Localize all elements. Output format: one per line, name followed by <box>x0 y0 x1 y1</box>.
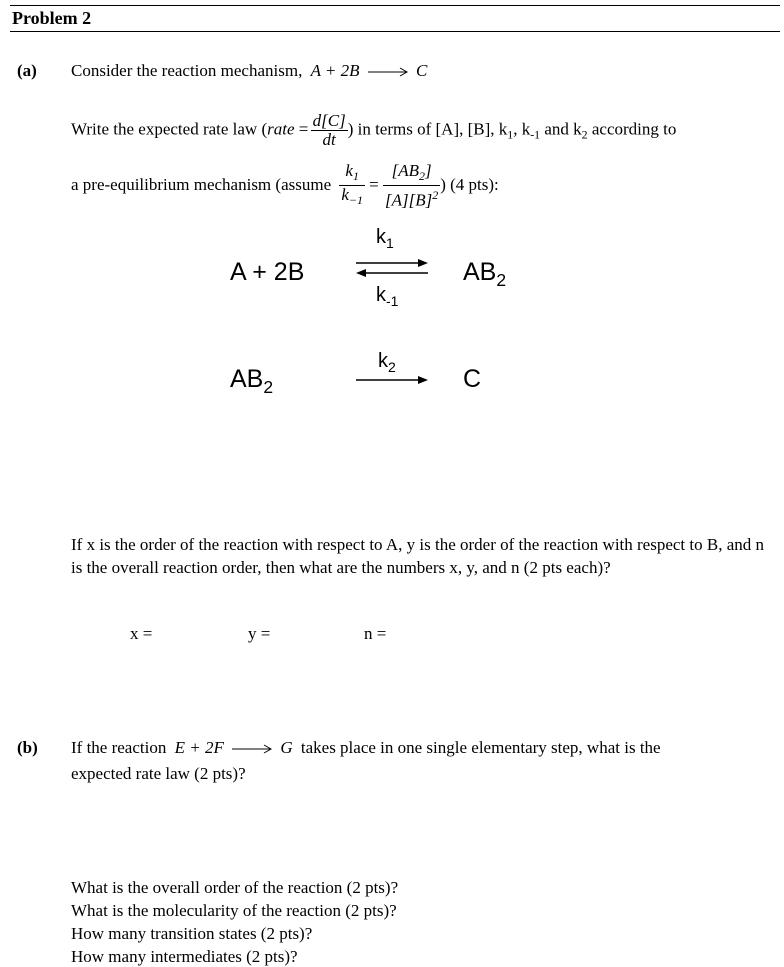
sub-question: What is the molecularity of the reaction (2 pts)? <box>71 901 397 920</box>
k-ratio-denominator <box>339 186 365 209</box>
rate-numerator: d[C] <box>312 111 346 130</box>
title-underline <box>10 31 780 32</box>
preeq-before: a pre-equilibrium mechanism (assume <box>71 174 332 194</box>
answer-x: x = <box>130 624 153 643</box>
rate-law-prompt <box>71 112 676 149</box>
part-b-reaction-lhs: E + 2F <box>174 738 224 757</box>
k-ratio-numerator <box>339 162 365 186</box>
part-b-question-line2: expected rate law (2 pts)? <box>71 764 246 783</box>
step2-k-letter: k <box>378 350 388 372</box>
conc-num: [AB <box>391 161 419 180</box>
conc-num-sub: 2 <box>419 169 425 184</box>
sub-question: What is the overall order of the reaction (2 pts)? <box>71 878 399 897</box>
conc-ratio-fraction <box>383 162 440 210</box>
k2-subscript: 2 <box>581 127 588 142</box>
forward-k-sub: 1 <box>386 234 394 251</box>
reverse-k-letter: k <box>376 284 386 306</box>
mechanism-line <box>71 61 427 81</box>
top-rule <box>10 5 780 6</box>
preeq-equals: = <box>369 174 379 194</box>
step2-k <box>378 350 396 375</box>
sub-question: How many transition states (2 pts)? <box>71 924 313 943</box>
answer-y: y = <box>248 624 271 643</box>
prompt-after: ) in terms of [A], [B], k <box>347 119 508 139</box>
preeq-after: ) (4 pts): <box>440 174 499 194</box>
conc-num-close: ] <box>424 161 432 180</box>
reverse-k-sub: -1 <box>386 292 399 309</box>
km1-subscript: -1 <box>530 127 541 142</box>
part-a-label: (a) <box>17 61 37 80</box>
rate-fraction <box>311 112 348 149</box>
step2-reactant-sub: 2 <box>263 377 274 398</box>
step1-reactants: A + 2B <box>230 258 305 286</box>
part-b-question-end: takes place in one single elementary step, what is the <box>300 738 661 757</box>
prompt-before: Write the expected rate law ( <box>71 119 268 139</box>
problem-title: Problem 2 <box>12 8 92 28</box>
step2-k-sub: 2 <box>388 358 396 375</box>
k-den-sub: −1 <box>348 193 363 208</box>
step1-forward-k <box>376 226 394 251</box>
answer-n: n = <box>364 624 387 643</box>
preeq-line <box>71 162 499 210</box>
conc-den: [A][B] <box>385 190 433 210</box>
mechanism-lhs: A + 2B <box>310 61 360 80</box>
step2-reactant-text: AB <box>230 365 264 393</box>
rate-denominator: dt <box>322 130 336 149</box>
equilibrium-arrows-icon <box>354 258 430 280</box>
k-den: k <box>341 185 349 205</box>
equals-sign: = <box>298 119 309 139</box>
sub-question: How many intermediates (2 pts)? <box>71 947 298 966</box>
step1-product-text: AB <box>463 258 497 286</box>
part-b-question-line1 <box>71 738 661 758</box>
conc-numerator <box>383 162 440 186</box>
prompt-sep2: and k <box>540 119 582 139</box>
step1-product <box>463 258 506 291</box>
forward-arrow-icon <box>354 374 430 386</box>
conc-den-sup: 2 <box>432 188 439 203</box>
prompt-sep1: , k <box>513 119 531 139</box>
rate-word: rate <box>267 119 295 139</box>
mechanism-rhs: C <box>416 61 428 80</box>
step1-product-sub: 2 <box>496 270 507 291</box>
step1-reverse-k <box>376 284 398 309</box>
step2-product: C <box>463 365 482 393</box>
conc-denominator <box>383 186 440 210</box>
k-ratio-fraction <box>339 162 365 209</box>
step2-reactant <box>230 365 273 398</box>
part-b-question-start: If the reaction <box>71 738 167 757</box>
prompt-tail: according to <box>587 119 677 139</box>
part-b-reaction-rhs: G <box>280 738 293 757</box>
k-num-sub: 1 <box>352 169 359 184</box>
k1-subscript: 1 <box>507 127 514 142</box>
intro-text: Consider the reaction mechanism, <box>71 61 303 80</box>
part-b-label: (b) <box>17 738 38 757</box>
k-num: k <box>345 161 353 181</box>
reaction-arrow-icon <box>230 744 274 754</box>
reaction-arrow-icon <box>366 67 410 77</box>
forward-k-letter: k <box>376 226 386 248</box>
order-question: If x is the order of the reaction with respect to A, y is the order of the reaction with respect to B, and n is the overall reaction order, then what are the numbers x, y, and n (2 pts each)? <box>71 535 765 577</box>
